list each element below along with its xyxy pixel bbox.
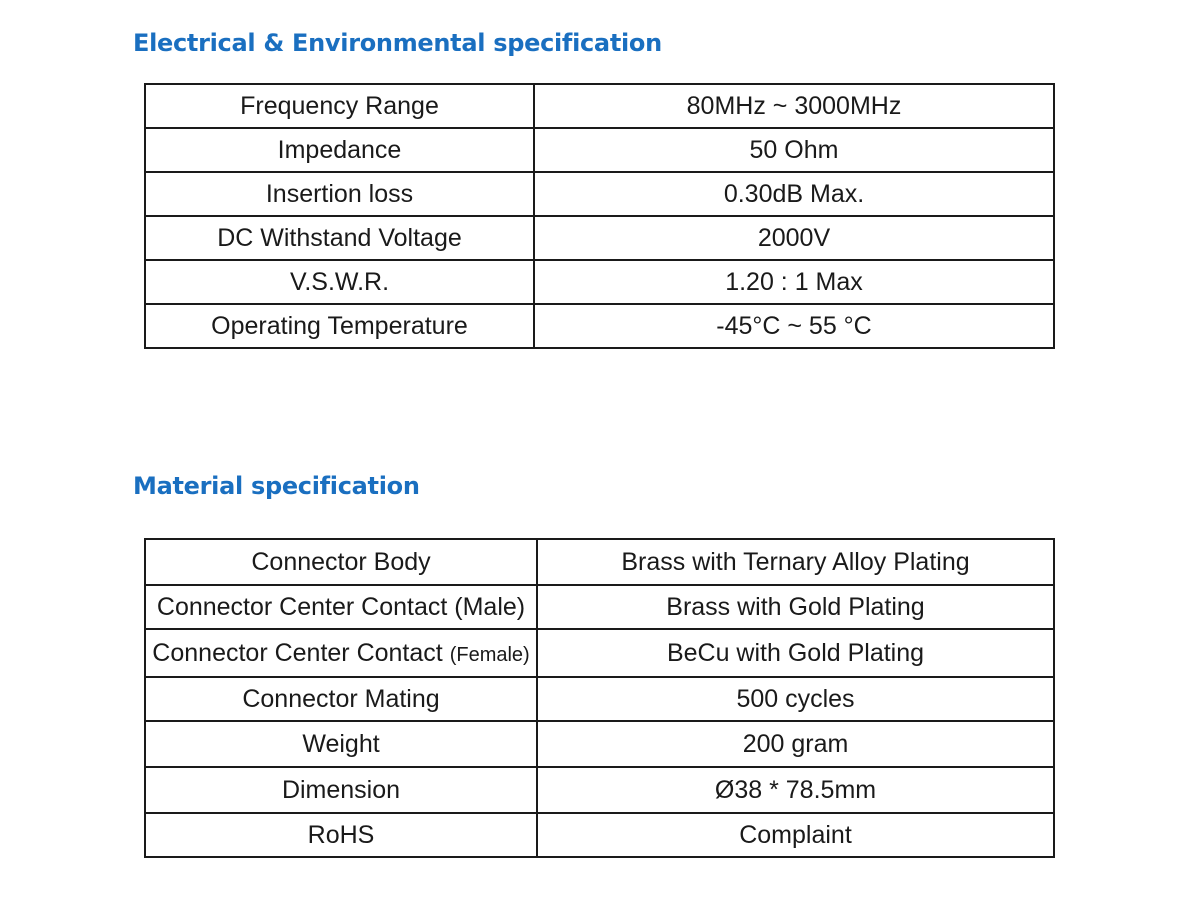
table-row — [145, 813, 1054, 857]
spec-value: Complaint — [537, 813, 1054, 857]
spec-label: RoHS — [145, 813, 537, 857]
spec-label: V.S.W.R. — [145, 260, 534, 304]
table-row — [145, 677, 1054, 721]
spec-label-main: Connector Center Contact — [152, 638, 443, 667]
electrical-spec-title: Electrical & Environmental specification — [133, 29, 662, 57]
spec-value: Ø38 * 78.5mm — [537, 767, 1054, 813]
spec-value: 80MHz ~ 3000MHz — [534, 84, 1054, 128]
spec-value: Brass with Ternary Alloy Plating — [537, 539, 1054, 585]
table-row — [145, 585, 1054, 629]
material-spec-title: Material specification — [133, 472, 420, 500]
spec-value: BeCu with Gold Plating — [537, 629, 1054, 677]
material-spec-table — [144, 538, 1055, 858]
spec-value: Brass with Gold Plating — [537, 585, 1054, 629]
table-row — [145, 84, 1054, 128]
spec-value: 0.30dB Max. — [534, 172, 1054, 216]
spec-label — [145, 629, 537, 677]
spec-label: Impedance — [145, 128, 534, 172]
spec-label: Operating Temperature — [145, 304, 534, 348]
electrical-spec-table — [144, 83, 1055, 349]
table-row — [145, 172, 1054, 216]
table-row — [145, 767, 1054, 813]
spec-label: Dimension — [145, 767, 537, 813]
spec-label: Connector Body — [145, 539, 537, 585]
spec-value: 50 Ohm — [534, 128, 1054, 172]
spec-value: 500 cycles — [537, 677, 1054, 721]
table-row — [145, 721, 1054, 767]
spec-label: Connector Center Contact (Male) — [145, 585, 537, 629]
spec-label: Weight — [145, 721, 537, 767]
spec-label: Insertion loss — [145, 172, 534, 216]
table-row — [145, 304, 1054, 348]
spec-label: DC Withstand Voltage — [145, 216, 534, 260]
spec-value: 1.20 : 1 Max — [534, 260, 1054, 304]
spec-label: Frequency Range — [145, 84, 534, 128]
spec-value: 200 gram — [537, 721, 1054, 767]
spec-label: Connector Mating — [145, 677, 537, 721]
spec-label-suffix: (Female) — [449, 643, 530, 666]
spec-value: 2000V — [534, 216, 1054, 260]
table-row — [145, 539, 1054, 585]
table-row — [145, 260, 1054, 304]
table-row — [145, 216, 1054, 260]
table-row — [145, 629, 1054, 677]
table-row — [145, 128, 1054, 172]
spec-value: -45°C ~ 55 °C — [534, 304, 1054, 348]
